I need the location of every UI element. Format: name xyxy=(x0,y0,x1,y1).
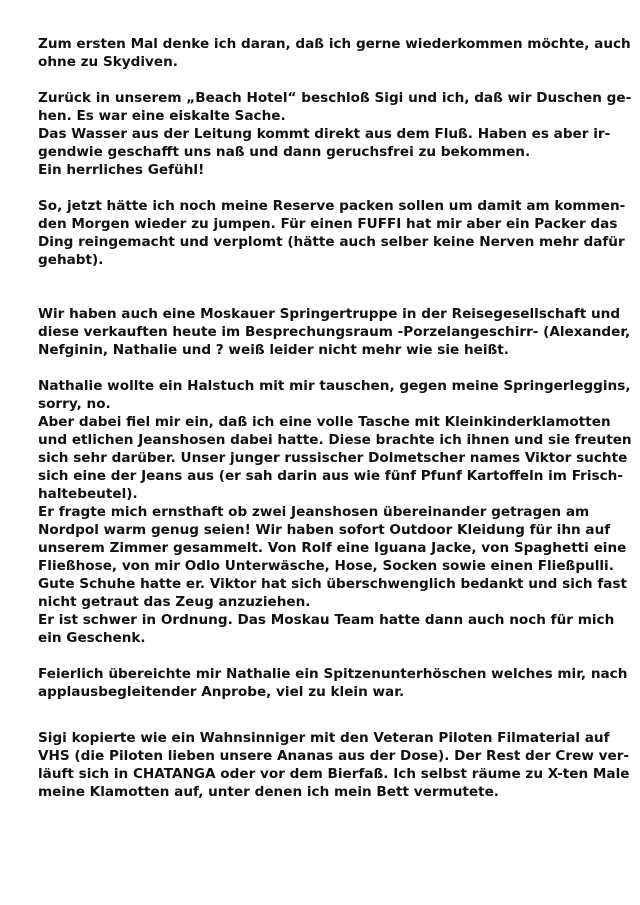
text-line: So, jetzt hätte ich noch meine Reserve packen sollen um damit am kommen- xyxy=(38,198,626,214)
text-line: Ein herrliches Gefühl! xyxy=(38,162,205,178)
text-line: applausbegleitender Anprobe, viel zu klein war. xyxy=(38,684,405,700)
text-line: und etlichen Jeanshosen dabei hatte. Diese brachte ich ihnen und sie freuten xyxy=(38,432,632,448)
text-line: hen. Es war eine eiskalte Sache. xyxy=(38,108,286,124)
text-line: sich sehr darüber. Unser junger russischer Dolmetscher names Viktor suchte xyxy=(38,450,628,466)
paragraph-gift xyxy=(38,665,628,701)
text-line: läuft sich in CHATANGA oder vor dem Bierfaß. Ich selbst räume zu X-ten Male xyxy=(38,766,630,782)
text-line: ohne zu Skydiven. xyxy=(38,54,178,70)
text-line: sorry, no. xyxy=(38,396,111,412)
text-line: Aber dabei fiel mir ein, daß ich eine volle Tasche mit Kleinkinderklamotten xyxy=(38,414,611,430)
text-line: Sigi kopierte wie ein Wahnsinniger mit den Veteran Piloten Filmaterial auf xyxy=(38,730,610,746)
text-line: nicht getraut das Zeug anzuziehen. xyxy=(38,594,311,610)
text-line: gehabt). xyxy=(38,252,104,268)
text-line: Gute Schuhe hatte er. Viktor hat sich überschwenglich bedankt und sich fast xyxy=(38,576,628,592)
paragraph-reserve xyxy=(38,197,626,269)
text-line: Nathalie wollte ein Halstuch mit mir tauschen, gegen meine Springerleggins, xyxy=(38,378,631,394)
text-line: VHS (die Piloten lieben unsere Ananas aus der Dose). Der Rest der Crew ver- xyxy=(38,748,630,764)
text-line: sich eine der Jeans aus (er sah darin aus wie fünf Pfunf Kartoffeln im Frisch- xyxy=(38,468,623,484)
text-line: Zurück in unserem „Beach Hotel“ beschloß Sigi und ich, daß wir Duschen ge- xyxy=(38,90,632,106)
paragraph-viktor xyxy=(38,377,632,647)
text-line: Zum ersten Mal denke ich daran, daß ich gerne wiederkommen möchte, auch xyxy=(38,36,631,52)
text-line: Feierlich übereichte mir Nathalie ein Spitzenunterhöschen welches mir, nach xyxy=(38,666,628,682)
text-line: Fließhose, von mir Odlo Unterwäsche, Hose, Socken sowie einen Fließpulli. xyxy=(38,558,614,574)
text-line: haltebeutel). xyxy=(38,486,138,502)
paragraph-shower xyxy=(38,89,632,179)
text-line: Nordpol warm genug seien! Wir haben sofort Outdoor Kleidung für ihn auf xyxy=(38,522,611,538)
paragraph-arrival-thought xyxy=(38,35,631,71)
text-line: Er fragte mich ernsthaft ob zwei Jeanshosen übereinander getragen am xyxy=(38,504,590,520)
text-line: Nefginin, Nathalie und ? weiß leider nicht mehr wie sie heißt. xyxy=(38,342,509,358)
paragraph-moscow-team xyxy=(38,305,631,359)
text-line: gendwie geschafft uns naß und dann geruchsfrei zu bekommen. xyxy=(38,144,531,160)
text-line: meine Klamotten auf, unter denen ich mein Bett vermutete. xyxy=(38,784,499,800)
text-line: Wir haben auch eine Moskauer Springertruppe in der Reisegesellschaft und xyxy=(38,306,621,322)
text-line: Ding reingemacht und verplomt (hätte auch selber keine Nerven mehr dafür xyxy=(38,234,625,250)
text-line: ein Geschenk. xyxy=(38,630,146,646)
text-line: Das Wasser aus der Leitung kommt direkt aus dem Fluß. Haben es aber ir- xyxy=(38,126,611,142)
paragraph-sigi-copies xyxy=(38,729,630,801)
text-line: diese verkauften heute im Besprechungsraum -Porzelangeschirr- (Alexander, xyxy=(38,324,631,340)
text-line: Er ist schwer in Ordnung. Das Moskau Team hatte dann auch noch für mich xyxy=(38,612,615,628)
text-line: unserem Zimmer gesammelt. Von Rolf eine Iguana Jacke, von Spaghetti eine xyxy=(38,540,627,556)
document-body xyxy=(38,35,632,801)
text-line: den Morgen wieder zu jumpen. Für einen FUFFI hat mir aber ein Packer das xyxy=(38,216,618,232)
